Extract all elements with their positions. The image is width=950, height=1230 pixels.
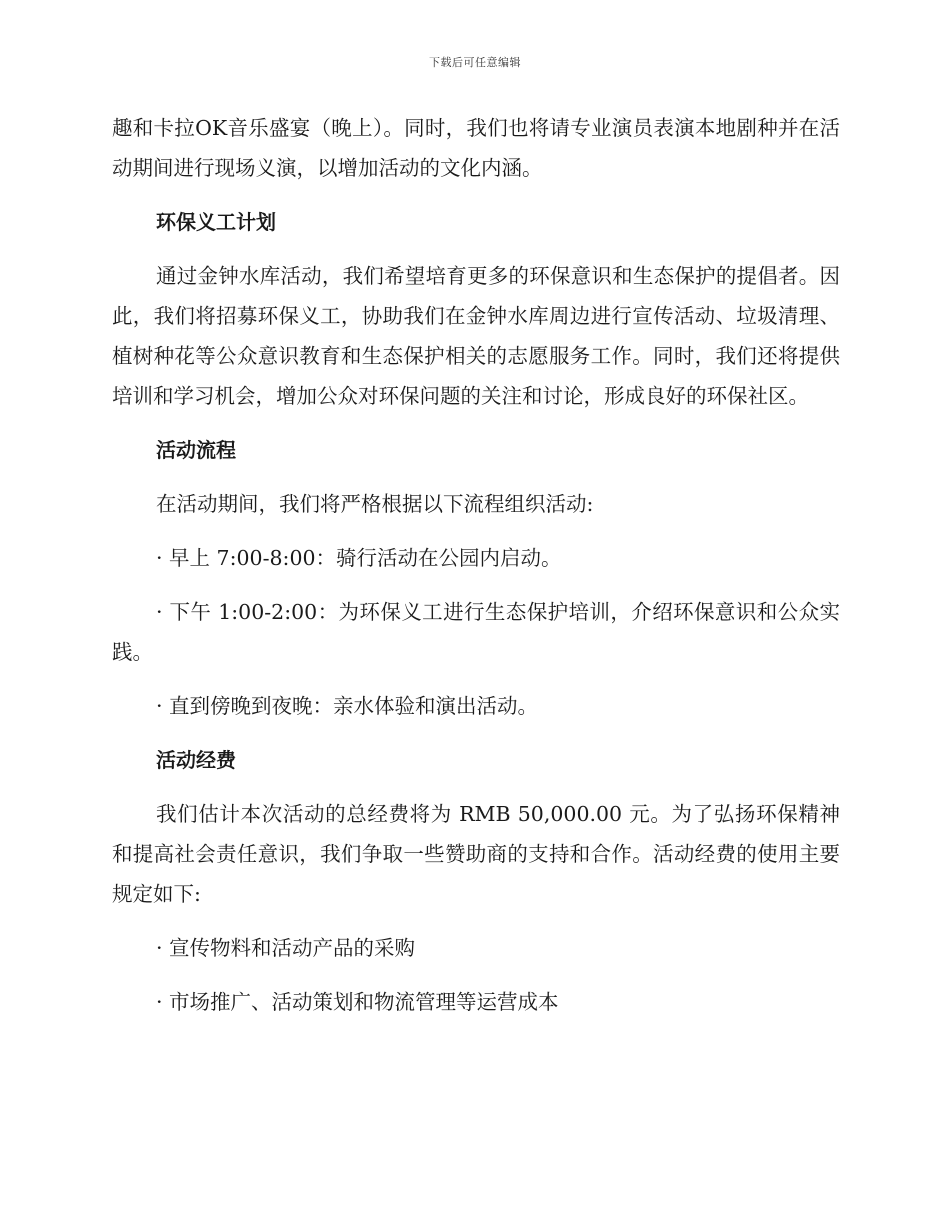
process-item: · 下午 1:00-2:00：为环保义工进行生态保护培训，介绍环保意识和公众实践。 xyxy=(112,600,840,664)
volunteer-heading: 环保义工计划 xyxy=(156,210,276,234)
intro-continuation-paragraph: 趣和卡拉OK音乐盛宴（晚上）。同时，我们也将请专业演员表演本地剧种并在活动期间进行现场义演，以增加活动的文化内涵。 xyxy=(112,116,840,180)
process-item: · 直到傍晚到夜晚：亲水体验和演出活动。 xyxy=(156,694,539,718)
process-intro: 在活动期间，我们将严格根据以下流程组织活动: xyxy=(156,492,594,516)
budget-heading: 活动经费 xyxy=(156,748,236,772)
budget-paragraph: 我们估计本次活动的总经费将为 RMB 50,000.00 元。为了弘扬环保精神和提高社会责任意识，我们争取一些赞助商的支持和合作。活动经费的使用主要规定如下: xyxy=(112,802,840,906)
document-body xyxy=(112,108,840,1022)
process-item: · 早上 7:00-8:00：骑行活动在公园内启动。 xyxy=(156,546,562,570)
process-heading: 活动流程 xyxy=(156,438,236,462)
page-header: 下载后可任意编辑 xyxy=(429,56,521,69)
budget-item: · 市场推广、活动策划和物流管理等运营成本 xyxy=(156,990,559,1014)
budget-item: · 宣传物料和活动产品的采购 xyxy=(156,936,416,960)
volunteer-paragraph: 通过金钟水库活动，我们希望培育更多的环保意识和生态保护的提倡者。因此，我们将招募环保义工，协助我们在金钟水库周边进行宣传活动、垃圾清理、植树种花等公众意识教育和生态保护相关的志愿服务工作。同时，我们还将提供培训和学习机会，增加公众对环保问题的关注和讨论，形成良好的环保社区。 xyxy=(112,264,840,408)
